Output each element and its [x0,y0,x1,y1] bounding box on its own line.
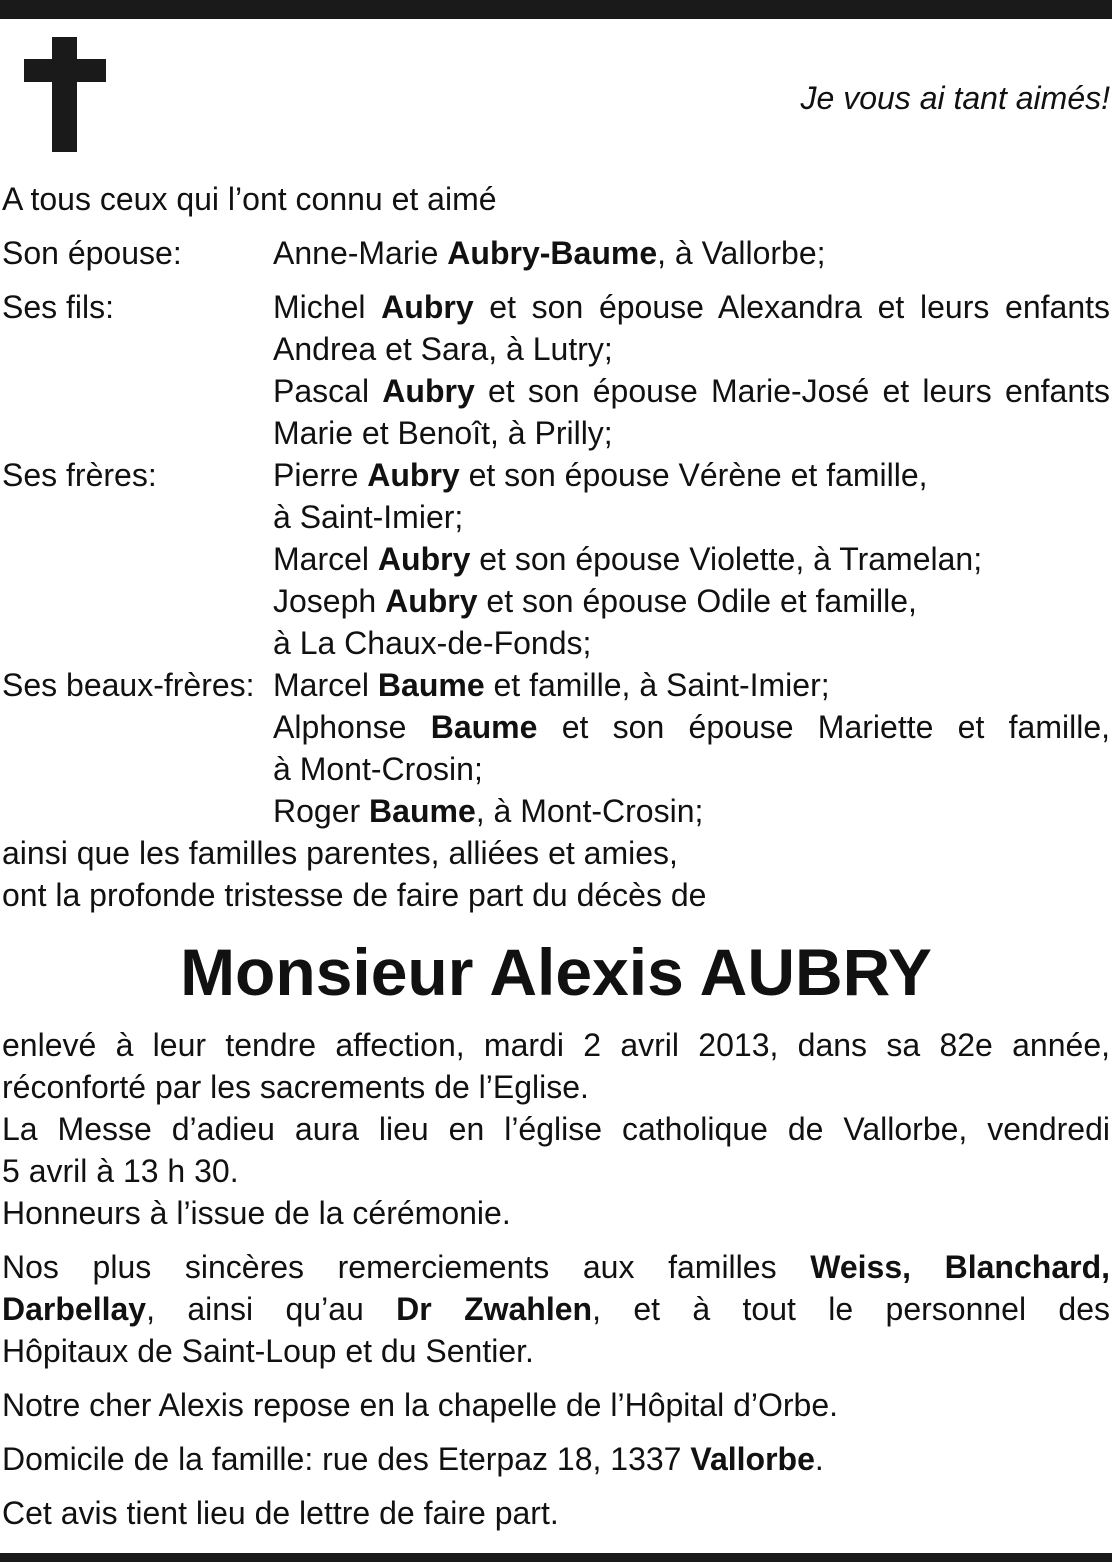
fils-line-4: Marie et Benoît, à Prilly; [273,415,613,451]
cross-icon [24,37,106,152]
thanks-line-1: Nos plus sincères remerciements aux familles Weiss, Blanchard, [2,1249,1111,1285]
label-fils: Ses fils: [2,289,115,325]
bottom-rule [0,1553,1112,1562]
motto: Je vous ai tant aimés! [800,80,1110,116]
honneurs-line: Honneurs à l’issue de la cérémonie. [2,1195,511,1231]
messe-line-1: La Messe d’adieu aura lieu en l’église catholique de Vallorbe, vendredi [2,1111,1110,1147]
thanks-paragraph [2,1246,1110,1372]
repose-line: Notre cher Alexis repose en la chapelle de l’Hôpital d’Orbe. [2,1387,839,1423]
messe-line-2: 5 avril à 13 h 30. [2,1153,239,1189]
beaux-freres-line-4: Roger Baume, à Mont-Crosin; [273,793,704,829]
freres-line-4: Joseph Aubry et son épouse Odile et famille, [273,583,917,619]
familles-line: ainsi que les familles parentes, alliées et amies, [2,835,678,871]
thanks-line-2: Darbellay, ainsi qu’au Dr Zwahlen, et à tout le personnel des [2,1291,1111,1327]
freres-line-5: à La Chaux-de-Fonds; [273,625,592,661]
row-epouse [2,232,1110,274]
tristesse-line: ont la profonde tristesse de faire part du décès de [2,877,707,913]
domicile-line: Domicile de la famille: rue des Eterpaz 18, 1337 Vallorbe. [2,1441,824,1477]
label-epouse: Son épouse: [2,235,182,271]
avis-line: Cet avis tient lieu de lettre de faire part. [2,1495,559,1531]
beaux-freres-line-2: Alphonse Baume et son épouse Mariette et famille, [273,709,1111,745]
affection-line-2: réconforté par les sacrements de l’Eglise. [2,1069,589,1105]
fils-line-3: Pascal Aubry et son épouse Marie-José et leurs enfants [273,373,1111,409]
affection-line-1: enlevé à leur tendre affection, mardi 2 avril 2013, dans sa 82e année, [2,1027,1110,1063]
label-beaux-freres: Ses beaux-frères: [2,667,255,703]
deceased-name: Monsieur Alexis AUBRY [180,935,932,1009]
fils-line-2: Andrea et Sara, à Lutry; [273,331,613,367]
freres-line-1: Pierre Aubry et son épouse Vérène et famille, [273,457,928,493]
epouse-line: Anne-Marie Aubry-Baume, à Vallorbe; [273,235,826,271]
fils-line-1: Michel Aubry et son épouse Alexandra et leurs enfants [273,289,1111,325]
row-beaux-freres [2,664,1110,832]
row-fils [2,286,1110,454]
label-freres: Ses frères: [2,457,157,493]
top-rule [0,0,1112,19]
beaux-freres-line-1: Marcel Baume et famille, à Saint-Imier; [273,667,830,703]
freres-line-3: Marcel Aubry et son épouse Violette, à Tramelan; [273,541,983,577]
obituary-body [2,178,1110,1534]
thanks-line-3: Hôpitaux de Saint-Loup et du Sentier. [2,1333,534,1369]
intro: A tous ceux qui l’ont connu et aimé [2,181,497,217]
beaux-freres-line-3: à Mont-Crosin; [273,751,483,787]
freres-line-2: à Saint-Imier; [273,499,464,535]
row-freres [2,454,1110,664]
